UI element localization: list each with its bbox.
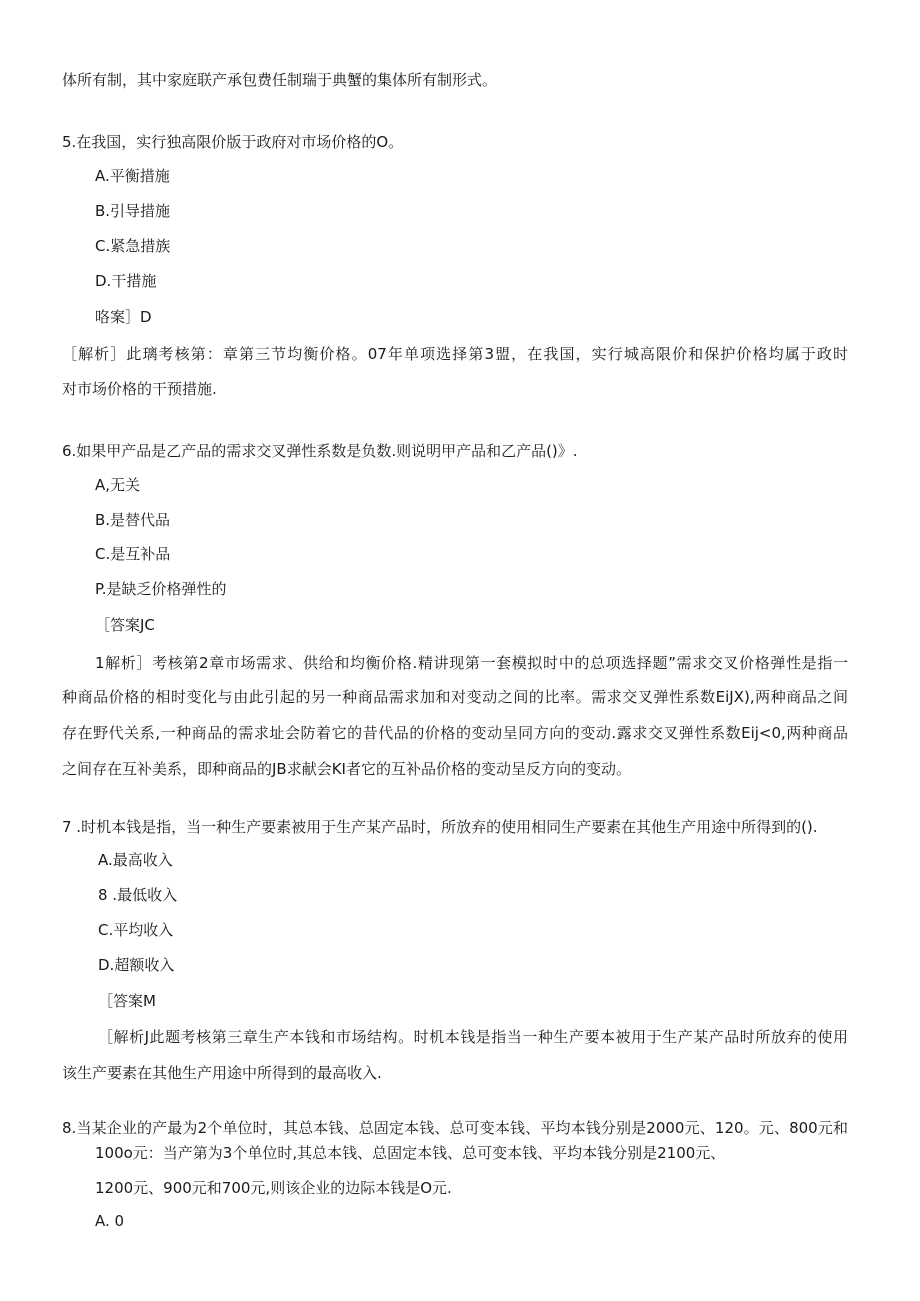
option-a: A,无关 <box>95 476 141 494</box>
question-8: 8.当某企业的产最为2个单位时，其总本钱、总固定本钱、总可变本钱、平均本钱分别是2000元、120。元、800元和 <box>62 1119 848 1137</box>
analysis: 存在野代关系,一种商品的需求址会防着它的昔代品的价格的变动呈同方向的变动.露求交叉弹性系数Eij<0,两种商品 <box>62 724 848 742</box>
analysis: 对市场价格的干预措施. <box>62 380 217 398</box>
option-a: A.最高收入 <box>98 851 173 869</box>
option-a: A. 0 <box>95 1212 125 1230</box>
option-d: D.超额收入 <box>98 956 175 974</box>
answer: ［答案M <box>98 992 156 1010</box>
option-c: C.平均收入 <box>98 921 174 939</box>
answer: 咯案］D <box>95 308 152 326</box>
option-d: D.干措施 <box>95 272 157 290</box>
question-7: 7 .时机本钱是指，当一种生产要素被用于生产某产品时，所放弃的使用相同生产要素在其他生产用途中所得到的(). <box>62 818 818 836</box>
option-d: P.是缺乏价格弹性的 <box>95 580 227 598</box>
analysis: 种商品价格的相时变化与由此引起的另一种商品需求加和对变动之间的比率。需求交叉弹性系数EiJX),两种商品之间 <box>62 688 848 706</box>
analysis: 1解析］考核第2章市场需求、供给和均衡价格.精讲现第一套模拟时中的总项选择题”需求交叉价格弹性是指一 <box>95 654 848 672</box>
option-b: 8 .最低收入 <box>98 886 178 904</box>
question-8: 1200元、900元和700元,则该企业的边际本钱是O元. <box>95 1179 452 1197</box>
option-b: B.是替代品 <box>95 511 171 529</box>
option-c: C.是互补品 <box>95 545 171 563</box>
answer: ［答案JC <box>95 616 155 634</box>
analysis: 该生产要素在其他生产用途中所得到的最高收入. <box>62 1064 382 1082</box>
analysis: 之间存在互补美系，即种商品的JB求献会KI者它的互补品价格的变动呈反方向的变动。 <box>62 760 631 778</box>
text-line: 体所有制，其中家庭联产承包费任制瑞于典蟹的集体所有制形式。 <box>62 71 498 89</box>
analysis: ［解析J此题考核第三章生产本钱和市场结构。时机本钱是指当一种生产要本被用于生产某产品时所放弃的使用 <box>98 1028 848 1046</box>
question-5: 5.在我国，实行独高限价版于政府对市场价格的O。 <box>62 133 404 151</box>
question-8: 100o元：当产第为3个单位时,其总本钱、总固定本钱、总可变本钱、平均本钱分别是2100元、 <box>95 1144 726 1162</box>
option-c: C.紧急措族 <box>95 237 171 255</box>
analysis: ［解析］此璃考核第：章第三节均衡价格。07年单项选择第3盟，在我国，实行城高限价和保护价格均属于政时 <box>62 345 848 363</box>
option-b: B.引导措施 <box>95 202 171 220</box>
question-6: 6.如果甲产品是乙产品的需求交叉弹性系数是负数.则说明甲产品和乙产品()》. <box>62 442 578 460</box>
option-a: A.平衡措施 <box>95 167 170 185</box>
